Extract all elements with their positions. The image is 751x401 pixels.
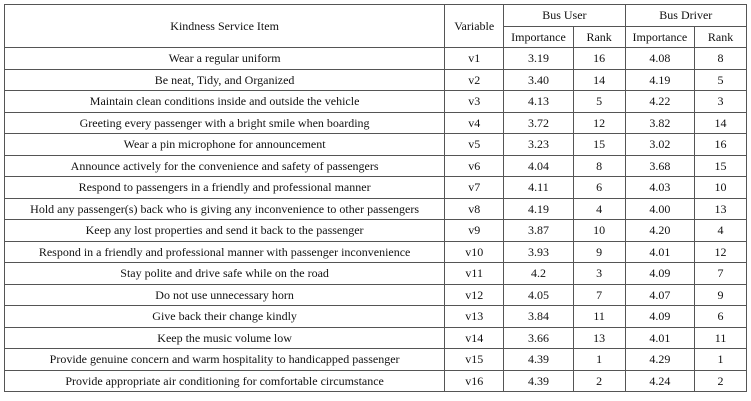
table-row [5, 370, 747, 392]
cell-driver-rank: 10 [695, 177, 747, 199]
cell-user-importance: 3.23 [504, 134, 574, 156]
cell-driver-importance: 4.22 [625, 91, 695, 113]
table-row [5, 263, 747, 285]
cell-driver-rank: 6 [695, 306, 747, 328]
table-header [5, 5, 747, 48]
cell-item: Hold any passenger(s) back who is giving any inconvenience to other passengers [5, 198, 445, 220]
cell-driver-importance: 4.09 [625, 306, 695, 328]
header-user-importance: Importance [504, 26, 574, 48]
cell-driver-rank: 15 [695, 155, 747, 177]
table-row [5, 220, 747, 242]
cell-user-importance: 4.39 [504, 349, 574, 371]
table-row [5, 177, 747, 199]
cell-item: Maintain clean conditions inside and outside the vehicle [5, 91, 445, 113]
cell-driver-importance: 4.09 [625, 263, 695, 285]
cell-user-importance: 4.05 [504, 284, 574, 306]
cell-item: Be neat, Tidy, and Organized [5, 69, 445, 91]
cell-variable: v1 [445, 48, 504, 70]
cell-variable: v13 [445, 306, 504, 328]
cell-driver-importance: 4.03 [625, 177, 695, 199]
cell-variable: v2 [445, 69, 504, 91]
cell-variable: v5 [445, 134, 504, 156]
cell-driver-importance: 4.19 [625, 69, 695, 91]
table-row [5, 241, 747, 263]
cell-driver-rank: 11 [695, 327, 747, 349]
cell-driver-importance: 4.24 [625, 370, 695, 392]
cell-user-importance: 3.66 [504, 327, 574, 349]
cell-item: Announce actively for the convenience and safety of passengers [5, 155, 445, 177]
cell-user-importance: 3.93 [504, 241, 574, 263]
cell-user-importance: 4.2 [504, 263, 574, 285]
cell-driver-rank: 16 [695, 134, 747, 156]
table-row [5, 349, 747, 371]
cell-variable: v12 [445, 284, 504, 306]
cell-user-rank: 13 [573, 327, 625, 349]
cell-variable: v6 [445, 155, 504, 177]
header-row-top [5, 5, 747, 27]
cell-user-rank: 15 [573, 134, 625, 156]
cell-user-rank: 2 [573, 370, 625, 392]
cell-item: Provide genuine concern and warm hospitality to handicapped passenger [5, 349, 445, 371]
cell-driver-importance: 4.01 [625, 327, 695, 349]
cell-driver-rank: 1 [695, 349, 747, 371]
table-row [5, 48, 747, 70]
header-kindness-service-item: Kindness Service Item [5, 5, 445, 48]
cell-user-importance: 4.13 [504, 91, 574, 113]
cell-item: Stay polite and drive safe while on the road [5, 263, 445, 285]
cell-item: Respond in a friendly and professional manner with passenger inconvenience [5, 241, 445, 263]
cell-item: Keep any lost properties and send it back to the passenger [5, 220, 445, 242]
table-row [5, 327, 747, 349]
cell-user-importance: 3.84 [504, 306, 574, 328]
table-row [5, 155, 747, 177]
cell-item: Give back their change kindly [5, 306, 445, 328]
header-user-rank: Rank [573, 26, 625, 48]
cell-user-rank: 10 [573, 220, 625, 242]
cell-driver-importance: 4.29 [625, 349, 695, 371]
cell-variable: v14 [445, 327, 504, 349]
cell-user-importance: 3.72 [504, 112, 574, 134]
cell-driver-rank: 2 [695, 370, 747, 392]
cell-user-importance: 3.40 [504, 69, 574, 91]
table-row [5, 112, 747, 134]
table-row [5, 198, 747, 220]
cell-user-rank: 16 [573, 48, 625, 70]
cell-driver-rank: 8 [695, 48, 747, 70]
cell-item: Provide appropriate air conditioning for comfortable circumstance [5, 370, 445, 392]
cell-user-importance: 3.19 [504, 48, 574, 70]
cell-user-rank: 9 [573, 241, 625, 263]
cell-driver-rank: 12 [695, 241, 747, 263]
cell-variable: v11 [445, 263, 504, 285]
cell-variable: v7 [445, 177, 504, 199]
cell-driver-importance: 4.00 [625, 198, 695, 220]
cell-user-rank: 3 [573, 263, 625, 285]
cell-item: Wear a pin microphone for announcement [5, 134, 445, 156]
table-row [5, 69, 747, 91]
header-driver-importance: Importance [625, 26, 695, 48]
cell-user-rank: 6 [573, 177, 625, 199]
cell-user-importance: 4.11 [504, 177, 574, 199]
header-bus-user: Bus User [504, 5, 625, 27]
cell-variable: v15 [445, 349, 504, 371]
cell-driver-importance: 3.68 [625, 155, 695, 177]
cell-driver-rank: 4 [695, 220, 747, 242]
cell-driver-importance: 3.02 [625, 134, 695, 156]
cell-variable: v3 [445, 91, 504, 113]
cell-item: Keep the music volume low [5, 327, 445, 349]
cell-driver-importance: 3.82 [625, 112, 695, 134]
cell-variable: v9 [445, 220, 504, 242]
cell-user-importance: 3.87 [504, 220, 574, 242]
table-row [5, 284, 747, 306]
cell-user-rank: 4 [573, 198, 625, 220]
table-row [5, 306, 747, 328]
cell-variable: v16 [445, 370, 504, 392]
cell-driver-rank: 7 [695, 263, 747, 285]
cell-user-rank: 11 [573, 306, 625, 328]
cell-driver-importance: 4.01 [625, 241, 695, 263]
cell-item: Respond to passengers in a friendly and professional manner [5, 177, 445, 199]
cell-user-rank: 8 [573, 155, 625, 177]
cell-driver-rank: 5 [695, 69, 747, 91]
cell-item: Do not use unnecessary horn [5, 284, 445, 306]
cell-user-rank: 12 [573, 112, 625, 134]
cell-user-importance: 4.19 [504, 198, 574, 220]
cell-variable: v10 [445, 241, 504, 263]
cell-driver-importance: 4.07 [625, 284, 695, 306]
header-driver-rank: Rank [695, 26, 747, 48]
cell-variable: v4 [445, 112, 504, 134]
kindness-service-table [4, 4, 747, 392]
cell-driver-rank: 3 [695, 91, 747, 113]
header-bus-driver: Bus Driver [625, 5, 746, 27]
cell-user-rank: 7 [573, 284, 625, 306]
table-body [5, 48, 747, 392]
cell-driver-rank: 13 [695, 198, 747, 220]
cell-user-rank: 5 [573, 91, 625, 113]
cell-driver-importance: 4.08 [625, 48, 695, 70]
header-variable: Variable [445, 5, 504, 48]
cell-driver-importance: 4.20 [625, 220, 695, 242]
table-row [5, 134, 747, 156]
cell-driver-rank: 9 [695, 284, 747, 306]
cell-user-rank: 1 [573, 349, 625, 371]
cell-user-importance: 4.39 [504, 370, 574, 392]
cell-item: Wear a regular uniform [5, 48, 445, 70]
cell-driver-rank: 14 [695, 112, 747, 134]
cell-user-importance: 4.04 [504, 155, 574, 177]
cell-user-rank: 14 [573, 69, 625, 91]
cell-item: Greeting every passenger with a bright smile when boarding [5, 112, 445, 134]
table-row [5, 91, 747, 113]
cell-variable: v8 [445, 198, 504, 220]
